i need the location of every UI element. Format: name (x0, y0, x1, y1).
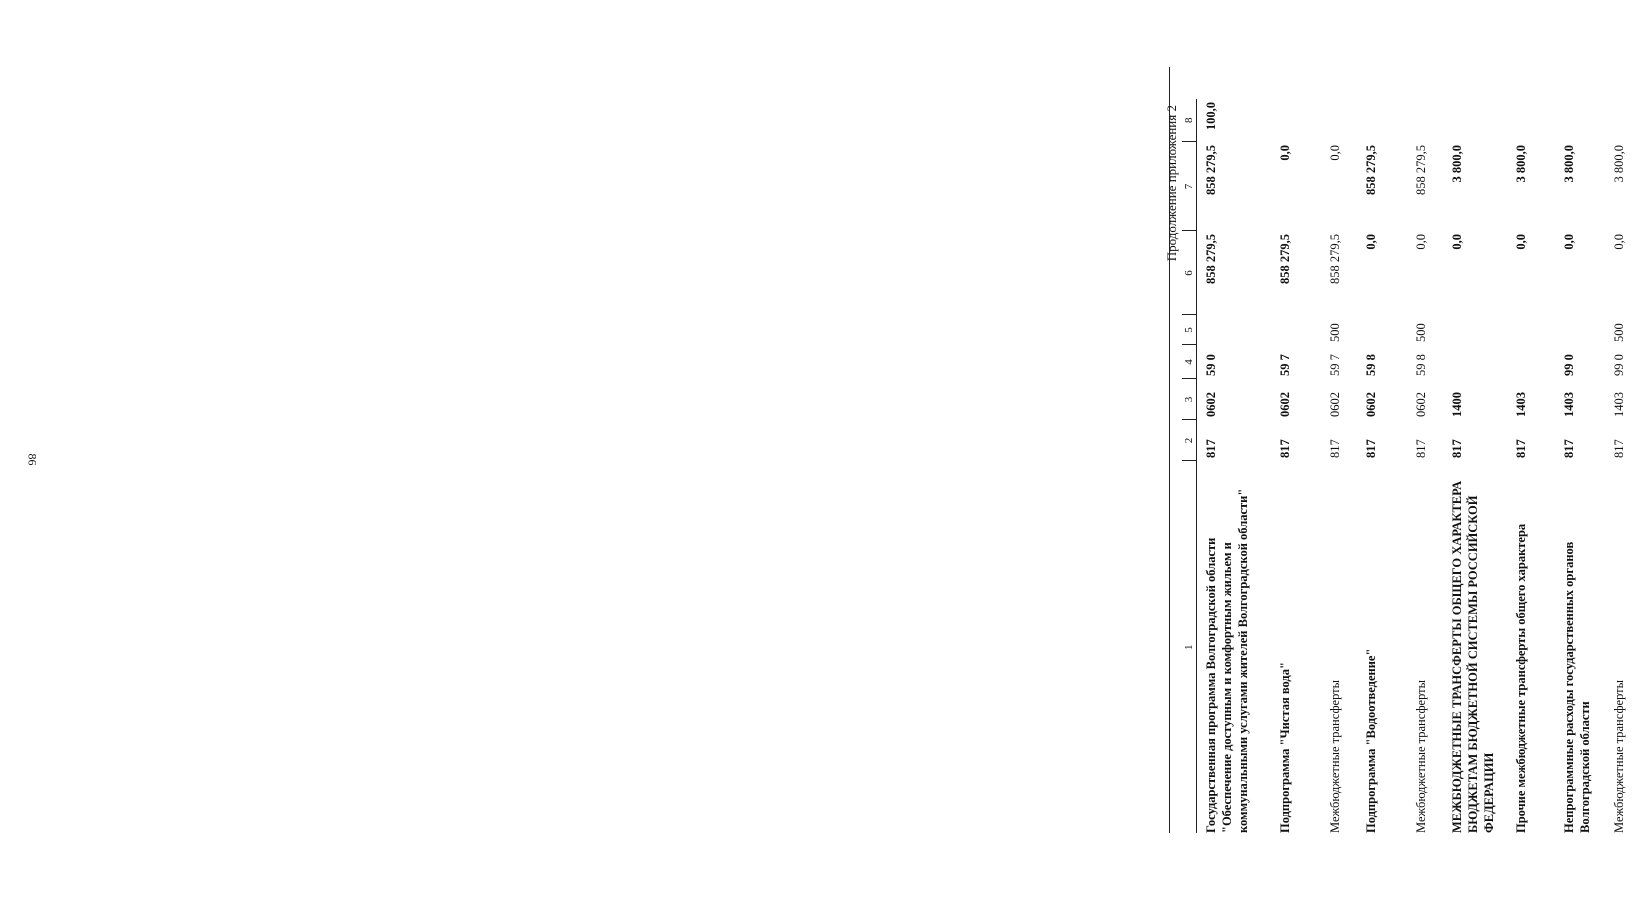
table-row (1449, 99, 1513, 833)
row-plan-amount: 858 279,5 (1204, 234, 1218, 284)
row-plan-amount: 0,0 (1363, 234, 1378, 250)
row-expense-type: 500 (1611, 323, 1626, 342)
row-name: Межбюджетные трансферты (1413, 679, 1428, 833)
table-row (1327, 99, 1363, 833)
row-ministry-code: 817 (1513, 439, 1528, 458)
row-percent (1611, 99, 1647, 142)
row-fact-amount: 858 279,5 (1363, 145, 1378, 195)
row-fact-amount: 3 800,0 (1611, 145, 1626, 183)
row-program-code: 99 0 (1611, 354, 1626, 376)
row-percent (1277, 99, 1327, 142)
table-body (1182, 99, 1647, 833)
column-number: 7 (1182, 142, 1197, 231)
row-section-code: 0602 (1277, 392, 1292, 417)
row-name: Межбюджетные трансферты (1327, 679, 1342, 833)
budget-table (1182, 99, 1647, 833)
row-plan-amount: 0,0 (1413, 234, 1428, 250)
row-section-code: 1403 (1513, 392, 1528, 417)
row-plan-amount: 858 279,5 (1327, 234, 1342, 284)
table-row (1197, 99, 1277, 833)
row-percent (1561, 99, 1611, 142)
row-program-code (1513, 345, 1561, 379)
table-row (1413, 99, 1449, 833)
row-expense-type (1561, 315, 1611, 345)
row-program-code: 59 7 (1277, 354, 1292, 376)
row-expense-type (1449, 315, 1513, 345)
row-expense-type (1513, 315, 1561, 345)
row-name: Непрограммные расходы государственных органов Волгоградской области (1561, 541, 1592, 833)
column-number-row (1182, 99, 1197, 833)
rotated-page-content (640, 0, 1626, 905)
table-row (1513, 99, 1561, 833)
row-name: МЕЖБЮДЖЕТНЫЕ ТРАНСФЕРТЫ ОБЩЕГО ХАРАКТЕРА БЮДЖЕТАМ БЮДЖЕТНОЙ СИСТЕМЫ РОССИЙСКОЙ ФЕДЕРАЦИИ (1449, 480, 1496, 833)
row-section-code: 0602 (1413, 392, 1428, 417)
row-expense-type: 500 (1327, 323, 1342, 342)
row-expense-type (1277, 315, 1327, 345)
row-plan-amount: 0,0 (1611, 234, 1626, 250)
row-percent (1513, 99, 1561, 142)
row-program-code: 59 0 (1204, 354, 1218, 376)
row-section-code: 0602 (1363, 392, 1378, 417)
row-fact-amount: 0,0 (1327, 145, 1342, 161)
row-section-code: 1403 (1611, 392, 1626, 417)
row-ministry-code: 817 (1363, 439, 1378, 458)
column-number: 2 (1182, 420, 1197, 461)
column-number: 3 (1182, 379, 1197, 420)
column-number: 4 (1182, 345, 1197, 379)
row-plan-amount: 0,0 (1513, 234, 1528, 250)
row-plan-amount: 858 279,5 (1277, 234, 1292, 284)
header-rule (1169, 67, 1170, 833)
column-number: 5 (1182, 315, 1197, 345)
row-section-code: 0602 (1204, 392, 1218, 417)
table-row (1561, 99, 1611, 833)
row-section-code: 0602 (1327, 392, 1342, 417)
row-expense-type (1363, 315, 1413, 345)
row-ministry-code: 817 (1327, 439, 1342, 458)
row-fact-amount: 858 279,5 (1413, 145, 1428, 195)
row-percent (1413, 99, 1449, 142)
table-row (1363, 99, 1413, 833)
row-fact-amount: 3 800,0 (1561, 145, 1576, 183)
row-fact-amount: 3 800,0 (1449, 145, 1464, 183)
row-name: Межбюджетные трансферты (1611, 679, 1626, 833)
row-fact-amount: 3 800,0 (1513, 145, 1528, 183)
row-name: Подпрограмма "Чистая вода" (1277, 662, 1292, 833)
appendix-subtitle: Продолжение приложения 2 (1164, 105, 1179, 262)
row-percent (1363, 99, 1413, 142)
row-name: Прочие межбюджетные трансферты общего характера (1513, 523, 1528, 833)
row-percent: 100,0 (1204, 102, 1218, 131)
row-section-code: 1403 (1561, 392, 1576, 417)
table-row (1277, 99, 1327, 833)
row-ministry-code: 817 (1277, 439, 1292, 458)
row-fact-amount: 0,0 (1277, 145, 1292, 161)
row-ministry-code: 817 (1204, 439, 1218, 458)
row-program-code (1449, 345, 1513, 379)
row-name: Государственная программа Волгоградской области "Обеспечение доступным и комфортным жильем и коммунальными услугами жителей Волгоградской области" (1204, 488, 1250, 833)
page-number: 86 (25, 453, 40, 466)
row-name: Подпрограмма "Водоотведение" (1363, 648, 1378, 833)
row-ministry-code: 817 (1561, 439, 1576, 458)
column-number: 6 (1182, 231, 1197, 315)
row-program-code: 59 8 (1413, 354, 1428, 376)
row-program-code: 99 0 (1561, 354, 1576, 376)
row-expense-type: 500 (1413, 323, 1428, 342)
row-ministry-code: 817 (1449, 439, 1464, 458)
row-fact-amount: 858 279,5 (1204, 145, 1218, 195)
row-percent (1327, 99, 1363, 142)
row-section-code: 1400 (1449, 392, 1464, 417)
row-plan-amount: 0,0 (1449, 234, 1464, 250)
column-number: 1 (1182, 461, 1197, 833)
row-ministry-code: 817 (1413, 439, 1428, 458)
row-expense-type (1197, 315, 1277, 345)
row-ministry-code: 817 (1611, 439, 1626, 458)
row-percent (1449, 99, 1513, 142)
row-plan-amount: 0,0 (1561, 234, 1576, 250)
table-row (1611, 99, 1647, 833)
row-program-code: 59 7 (1327, 354, 1342, 376)
row-program-code: 59 8 (1363, 354, 1378, 376)
column-number: 8 (1182, 99, 1197, 142)
